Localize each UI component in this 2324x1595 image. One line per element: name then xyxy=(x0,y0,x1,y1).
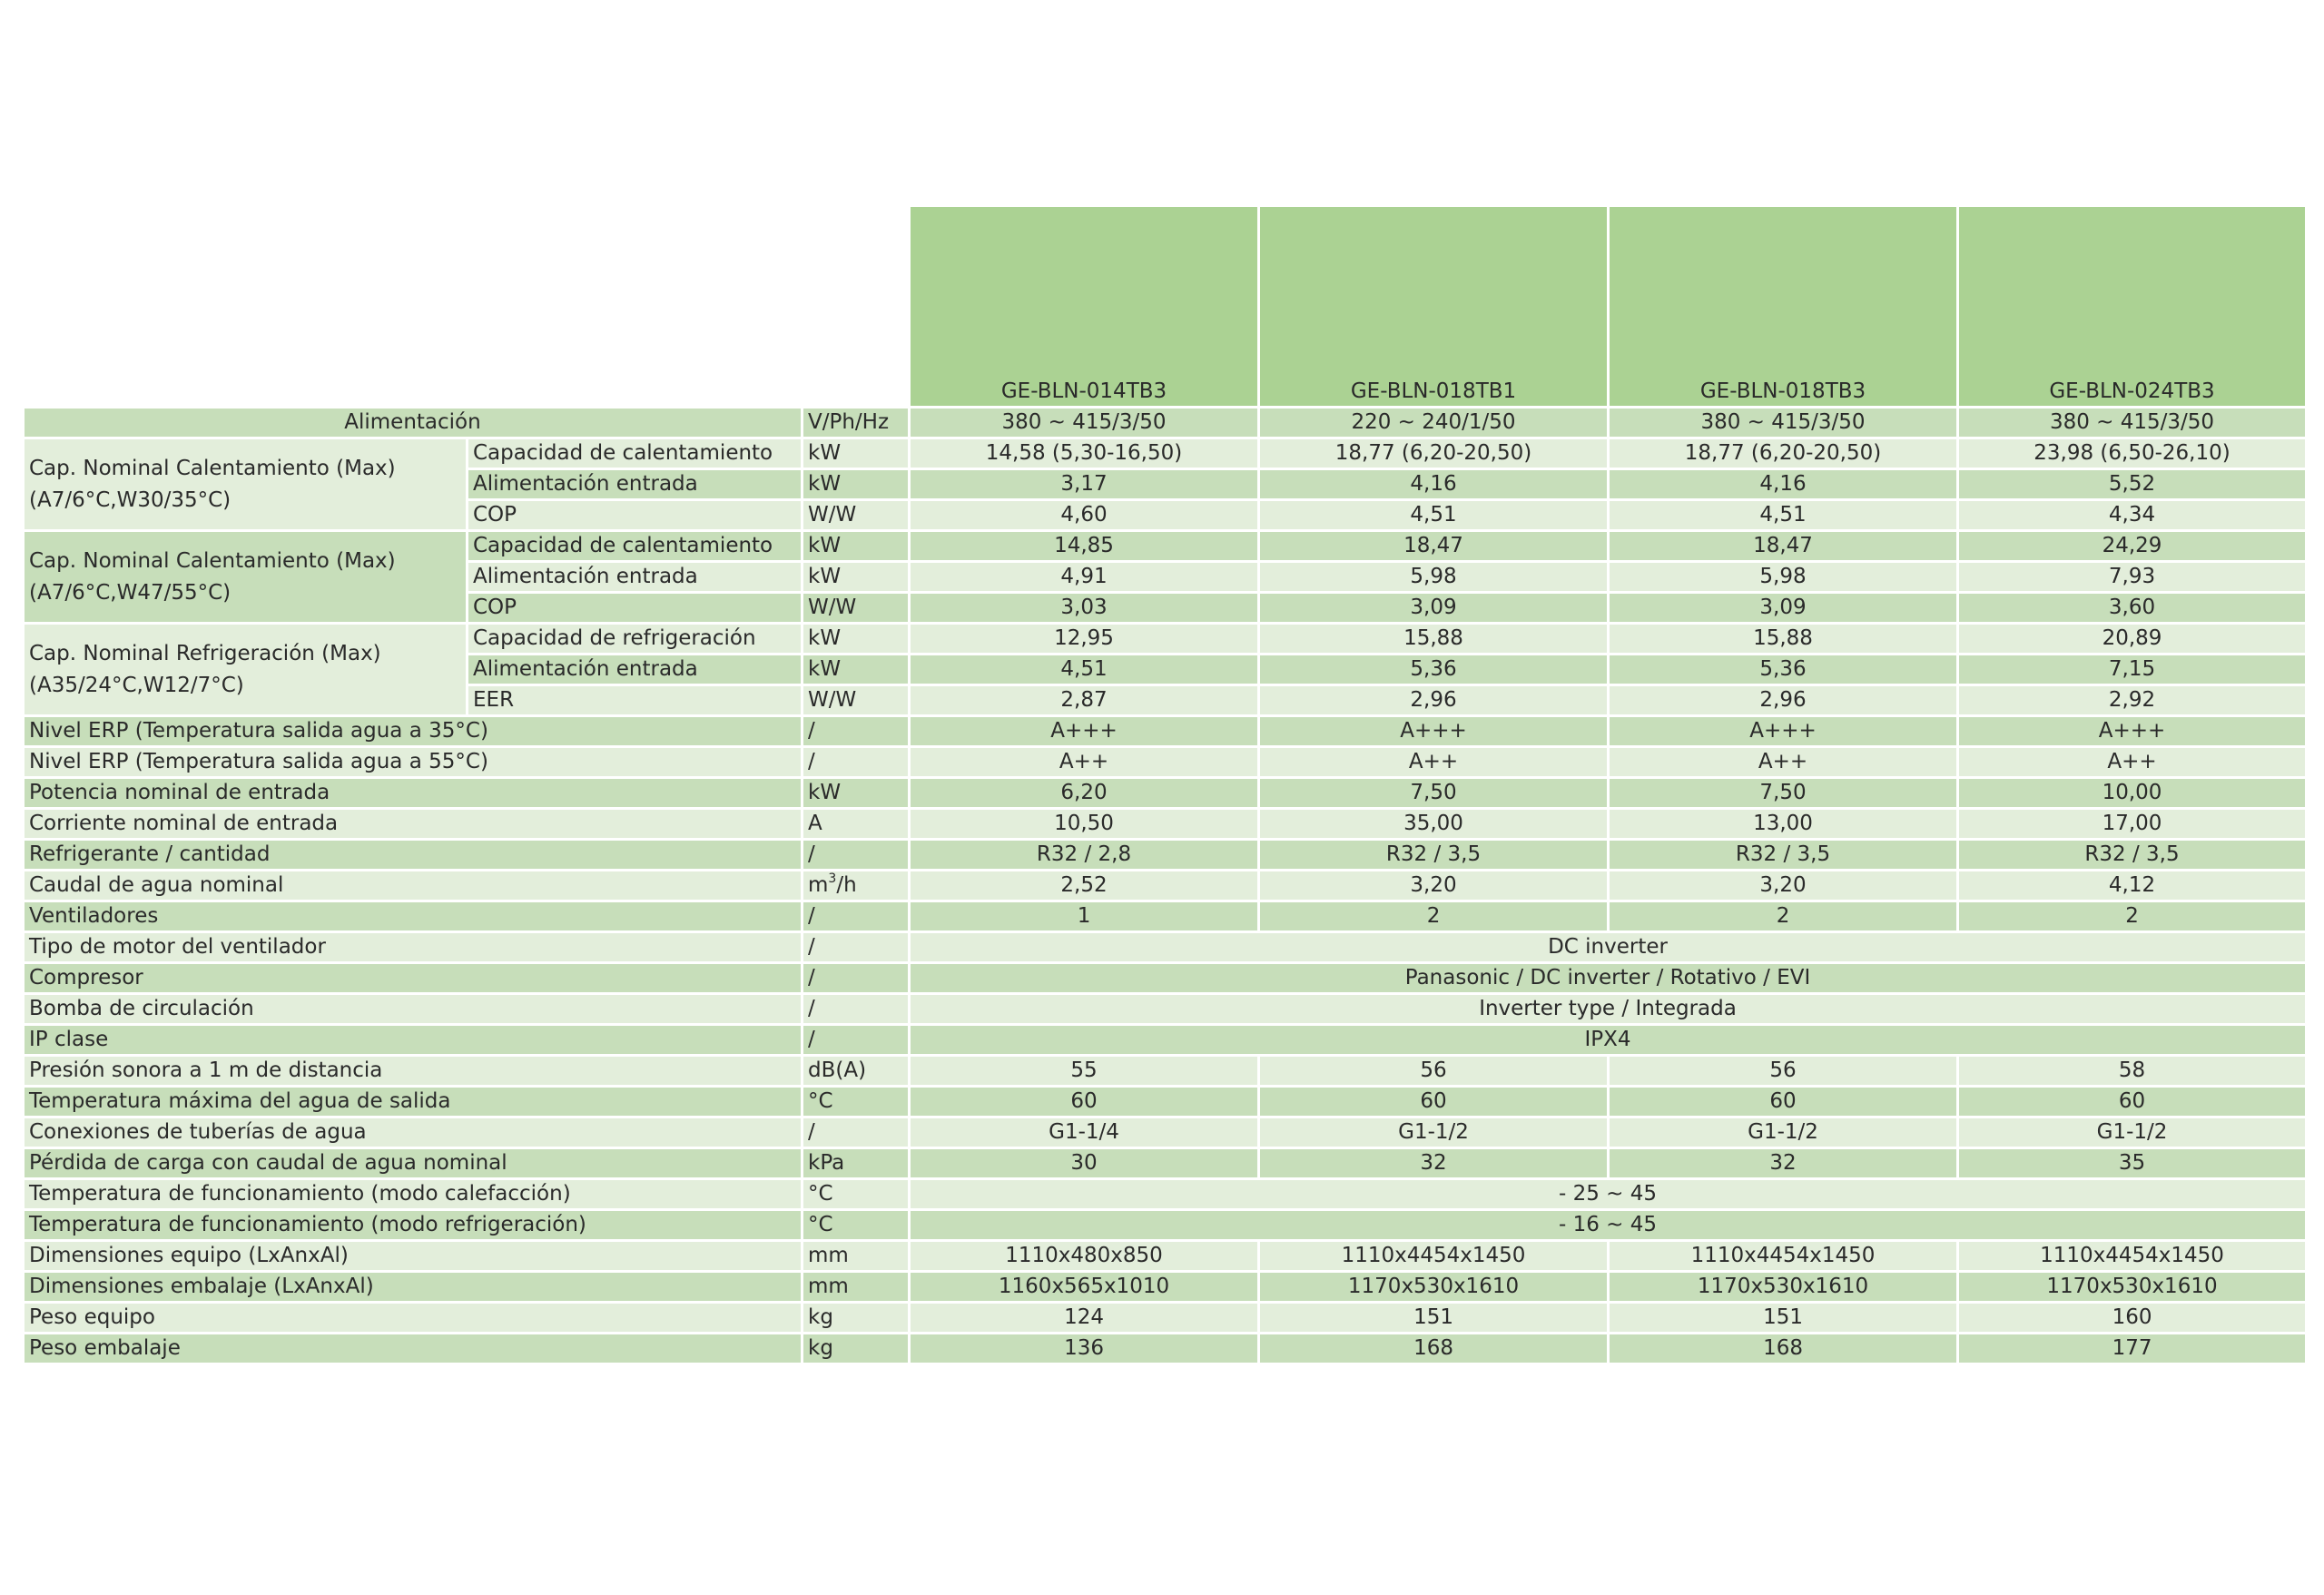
value-cell: A+++ xyxy=(911,717,1260,748)
row-unit: kg xyxy=(803,1304,911,1334)
value-cell: 1 xyxy=(911,902,1260,933)
value-cell: 380 ~ 415/3/50 xyxy=(911,409,1260,439)
value-cell: 2 xyxy=(1260,902,1610,933)
value-cell: 3,09 xyxy=(1260,594,1610,625)
value-cell: 24,29 xyxy=(1959,532,2308,563)
value-cell: 177 xyxy=(1959,1334,2308,1365)
spec-row xyxy=(25,995,2308,1026)
row-label: Peso equipo xyxy=(25,1304,803,1334)
spec-row xyxy=(25,1334,2308,1365)
row-unit: kW xyxy=(803,655,911,686)
value-cell: 4,60 xyxy=(911,501,1260,532)
value-cell: 5,36 xyxy=(1610,655,1959,686)
value-cell: 380 ~ 415/3/50 xyxy=(1959,409,2308,439)
value-cell: A+++ xyxy=(1260,717,1610,748)
row-unit: / xyxy=(803,964,911,995)
row-unit: W/W xyxy=(803,686,911,717)
row-unit: / xyxy=(803,933,911,964)
row-label: Temperatura de funcionamiento (modo calefacción) xyxy=(25,1180,803,1211)
value-cell: R32 / 3,5 xyxy=(1260,841,1610,871)
row-unit: kg xyxy=(803,1334,911,1365)
sub-label: COP xyxy=(468,501,803,532)
value-cell: G1-1/2 xyxy=(1610,1118,1959,1149)
value-cell: 1110x4454x1450 xyxy=(1959,1242,2308,1273)
group-title-line1: Cap. Nominal Refrigeración (Max) xyxy=(29,641,381,665)
value-cell: 5,52 xyxy=(1959,470,2308,501)
unit-base: m xyxy=(808,873,829,897)
value-cell: 4,12 xyxy=(1959,871,2308,902)
spec-table xyxy=(25,207,2308,1365)
value-cell: 220 ~ 240/1/50 xyxy=(1260,409,1610,439)
value-cell: 160 xyxy=(1959,1304,2308,1334)
header-spacer xyxy=(25,207,911,409)
value-cell: 2,52 xyxy=(911,871,1260,902)
value-cell: 2,96 xyxy=(1610,686,1959,717)
row-unit xyxy=(803,871,911,902)
value-cell: 5,98 xyxy=(1260,563,1610,594)
row-unit: / xyxy=(803,841,911,871)
row-label: Peso embalaje xyxy=(25,1334,803,1365)
value-cell: 7,50 xyxy=(1260,779,1610,810)
value-cell: 2 xyxy=(1610,902,1959,933)
row-unit: °C xyxy=(803,1088,911,1118)
row-unit: / xyxy=(803,1118,911,1149)
row-label: Alimentación xyxy=(25,409,803,439)
row-label: Potencia nominal de entrada xyxy=(25,779,803,810)
value-cell: 15,88 xyxy=(1610,625,1959,655)
value-cell: 18,77 (6,20-20,50) xyxy=(1260,439,1610,470)
merged-value-cell: - 25 ~ 45 xyxy=(911,1180,2308,1211)
value-cell: 151 xyxy=(1260,1304,1610,1334)
value-cell: 124 xyxy=(911,1304,1260,1334)
value-cell: 1110x480x850 xyxy=(911,1242,1260,1273)
group-title-line2: (A7/6°C,W30/35°C) xyxy=(29,487,231,512)
spec-row xyxy=(25,717,2308,748)
value-cell: 3,17 xyxy=(911,470,1260,501)
unit-superscript: 3 xyxy=(828,871,837,886)
group-title-line2: (A7/6°C,W47/55°C) xyxy=(29,580,231,605)
value-cell: 3,20 xyxy=(1260,871,1610,902)
sub-label: EER xyxy=(468,686,803,717)
value-cell: R32 / 3,5 xyxy=(1610,841,1959,871)
value-cell: G1-1/2 xyxy=(1959,1118,2308,1149)
value-cell: 1170x530x1610 xyxy=(1260,1273,1610,1304)
value-cell: 23,98 (6,50-26,10) xyxy=(1959,439,2308,470)
value-cell: 2,92 xyxy=(1959,686,2308,717)
spec-row xyxy=(25,1026,2308,1057)
group-title xyxy=(25,625,468,717)
value-cell: 136 xyxy=(911,1334,1260,1365)
row-label: Temperatura máxima del agua de salida xyxy=(25,1088,803,1118)
group-row xyxy=(25,625,2308,655)
spec-row xyxy=(25,1088,2308,1118)
row-label: Corriente nominal de entrada xyxy=(25,810,803,841)
value-cell: 7,50 xyxy=(1610,779,1959,810)
value-cell: 2 xyxy=(1959,902,2308,933)
value-cell: 1110x4454x1450 xyxy=(1260,1242,1610,1273)
row-unit: V/Ph/Hz xyxy=(803,409,911,439)
group-row xyxy=(25,439,2308,470)
spec-row xyxy=(25,933,2308,964)
value-cell: 1160x565x1010 xyxy=(911,1273,1260,1304)
merged-value-cell: Inverter type / Integrada xyxy=(911,995,2308,1026)
value-cell: 18,77 (6,20-20,50) xyxy=(1610,439,1959,470)
spec-row xyxy=(25,1180,2308,1211)
sub-label: Capacidad de refrigeración xyxy=(468,625,803,655)
sub-label: COP xyxy=(468,594,803,625)
row-label: Ventiladores xyxy=(25,902,803,933)
value-cell: A++ xyxy=(1260,748,1610,779)
value-cell: 20,89 xyxy=(1959,625,2308,655)
value-cell: 14,85 xyxy=(911,532,1260,563)
row-label: Refrigerante / cantidad xyxy=(25,841,803,871)
spec-row xyxy=(25,841,2308,871)
value-cell: 60 xyxy=(911,1088,1260,1118)
model-header-row xyxy=(25,207,2308,409)
spec-row xyxy=(25,779,2308,810)
row-label: Pérdida de carga con caudal de agua nominal xyxy=(25,1149,803,1180)
value-cell: 30 xyxy=(911,1149,1260,1180)
value-cell: 1110x4454x1450 xyxy=(1610,1242,1959,1273)
model-header: GE-BLN-018TB1 xyxy=(1260,207,1610,409)
row-unit: mm xyxy=(803,1242,911,1273)
spec-row xyxy=(25,748,2308,779)
row-unit: dB(A) xyxy=(803,1057,911,1088)
value-cell: 5,98 xyxy=(1610,563,1959,594)
value-cell: A++ xyxy=(911,748,1260,779)
value-cell: G1-1/4 xyxy=(911,1118,1260,1149)
spec-row xyxy=(25,1149,2308,1180)
value-cell: 3,03 xyxy=(911,594,1260,625)
spec-row xyxy=(25,1273,2308,1304)
merged-value-cell: - 16 ~ 45 xyxy=(911,1211,2308,1242)
value-cell: 4,16 xyxy=(1610,470,1959,501)
spec-row xyxy=(25,1211,2308,1242)
row-unit: °C xyxy=(803,1180,911,1211)
merged-value-cell: Panasonic / DC inverter / Rotativo / EVI xyxy=(911,964,2308,995)
row-label: Caudal de agua nominal xyxy=(25,871,803,902)
value-cell: 2,96 xyxy=(1260,686,1610,717)
row-unit: °C xyxy=(803,1211,911,1242)
group-row xyxy=(25,532,2308,563)
value-cell: 18,47 xyxy=(1610,532,1959,563)
value-cell: 60 xyxy=(1260,1088,1610,1118)
value-cell: 6,20 xyxy=(911,779,1260,810)
value-cell: 13,00 xyxy=(1610,810,1959,841)
sub-label: Capacidad de calentamiento xyxy=(468,532,803,563)
value-cell: A++ xyxy=(1610,748,1959,779)
row-unit: kW xyxy=(803,532,911,563)
value-cell: 3,60 xyxy=(1959,594,2308,625)
group-title xyxy=(25,439,468,532)
value-cell: 35,00 xyxy=(1260,810,1610,841)
model-header: GE-BLN-024TB3 xyxy=(1959,207,2308,409)
value-cell: 151 xyxy=(1610,1304,1959,1334)
value-cell: 2,87 xyxy=(911,686,1260,717)
row-unit: kW xyxy=(803,563,911,594)
value-cell: 17,00 xyxy=(1959,810,2308,841)
row-label: Presión sonora a 1 m de distancia xyxy=(25,1057,803,1088)
value-cell: 10,00 xyxy=(1959,779,2308,810)
value-cell: A+++ xyxy=(1610,717,1959,748)
value-cell: 15,88 xyxy=(1260,625,1610,655)
spec-row xyxy=(25,1118,2308,1149)
value-cell: 10,50 xyxy=(911,810,1260,841)
model-header: GE-BLN-018TB3 xyxy=(1610,207,1959,409)
value-cell: 380 ~ 415/3/50 xyxy=(1610,409,1959,439)
spec-row xyxy=(25,964,2308,995)
value-cell: 56 xyxy=(1260,1057,1610,1088)
value-cell: 32 xyxy=(1610,1149,1959,1180)
value-cell: 12,95 xyxy=(911,625,1260,655)
value-cell: A+++ xyxy=(1959,717,2308,748)
value-cell: 4,51 xyxy=(911,655,1260,686)
group-title-line1: Cap. Nominal Calentamiento (Max) xyxy=(29,548,396,573)
row-unit: / xyxy=(803,1026,911,1057)
row-unit: / xyxy=(803,717,911,748)
row-unit: kW xyxy=(803,625,911,655)
value-cell: 5,36 xyxy=(1260,655,1610,686)
unit-tail: /h xyxy=(836,873,857,897)
value-cell: 60 xyxy=(1610,1088,1959,1118)
row-unit: / xyxy=(803,902,911,933)
spec-row xyxy=(25,871,2308,902)
value-cell: 1170x530x1610 xyxy=(1959,1273,2308,1304)
spec-row xyxy=(25,1242,2308,1273)
spec-row xyxy=(25,810,2308,841)
value-cell: 4,51 xyxy=(1610,501,1959,532)
sub-label: Capacidad de calentamiento xyxy=(468,439,803,470)
value-cell: A++ xyxy=(1959,748,2308,779)
value-cell: 4,91 xyxy=(911,563,1260,594)
row-unit: W/W xyxy=(803,594,911,625)
row-label: Compresor xyxy=(25,964,803,995)
row-label: Bomba de circulación xyxy=(25,995,803,1026)
spec-row xyxy=(25,1057,2308,1088)
value-cell: 4,34 xyxy=(1959,501,2308,532)
row-label: Dimensiones embalaje (LxAnxAl) xyxy=(25,1273,803,1304)
row-label: Nivel ERP (Temperatura salida agua a 35°C) xyxy=(25,717,803,748)
row-unit: mm xyxy=(803,1273,911,1304)
value-cell: 3,20 xyxy=(1610,871,1959,902)
row-unit: / xyxy=(803,748,911,779)
value-cell: 4,16 xyxy=(1260,470,1610,501)
merged-value-cell: DC inverter xyxy=(911,933,2308,964)
value-cell: 58 xyxy=(1959,1057,2308,1088)
value-cell: 32 xyxy=(1260,1149,1610,1180)
row-label: Dimensiones equipo (LxAnxAl) xyxy=(25,1242,803,1273)
value-cell: 55 xyxy=(911,1057,1260,1088)
value-cell: 56 xyxy=(1610,1057,1959,1088)
value-cell: 35 xyxy=(1959,1149,2308,1180)
value-cell: 7,93 xyxy=(1959,563,2308,594)
sub-label: Alimentación entrada xyxy=(468,470,803,501)
sub-label: Alimentación entrada xyxy=(468,563,803,594)
group-title xyxy=(25,532,468,625)
row-unit: A xyxy=(803,810,911,841)
row-label: Tipo de motor del ventilador xyxy=(25,933,803,964)
value-cell: 168 xyxy=(1610,1334,1959,1365)
spec-row xyxy=(25,1304,2308,1334)
group-title-line1: Cap. Nominal Calentamiento (Max) xyxy=(29,456,396,480)
row-unit: kPa xyxy=(803,1149,911,1180)
group-title-line2: (A35/24°C,W12/7°C) xyxy=(29,673,244,697)
value-cell: 18,47 xyxy=(1260,532,1610,563)
spec-row xyxy=(25,902,2308,933)
row-label: Nivel ERP (Temperatura salida agua a 55°C) xyxy=(25,748,803,779)
sub-label: Alimentación entrada xyxy=(468,655,803,686)
row-label: Conexiones de tuberías de agua xyxy=(25,1118,803,1149)
row-unit: W/W xyxy=(803,501,911,532)
value-cell: 1170x530x1610 xyxy=(1610,1273,1959,1304)
merged-value-cell: IPX4 xyxy=(911,1026,2308,1057)
value-cell: 4,51 xyxy=(1260,501,1610,532)
row-unit: kW xyxy=(803,470,911,501)
row-unit: kW xyxy=(803,779,911,810)
value-cell: 3,09 xyxy=(1610,594,1959,625)
value-cell: G1-1/2 xyxy=(1260,1118,1610,1149)
model-header: GE-BLN-014TB3 xyxy=(911,207,1260,409)
value-cell: R32 / 3,5 xyxy=(1959,841,2308,871)
row-unit: / xyxy=(803,995,911,1026)
row-label: IP clase xyxy=(25,1026,803,1057)
power-supply-row xyxy=(25,409,2308,439)
value-cell: 14,58 (5,30-16,50) xyxy=(911,439,1260,470)
value-cell: 60 xyxy=(1959,1088,2308,1118)
value-cell: R32 / 2,8 xyxy=(911,841,1260,871)
value-cell: 7,15 xyxy=(1959,655,2308,686)
value-cell: 168 xyxy=(1260,1334,1610,1365)
row-label: Temperatura de funcionamiento (modo refrigeración) xyxy=(25,1211,803,1242)
row-unit: kW xyxy=(803,439,911,470)
